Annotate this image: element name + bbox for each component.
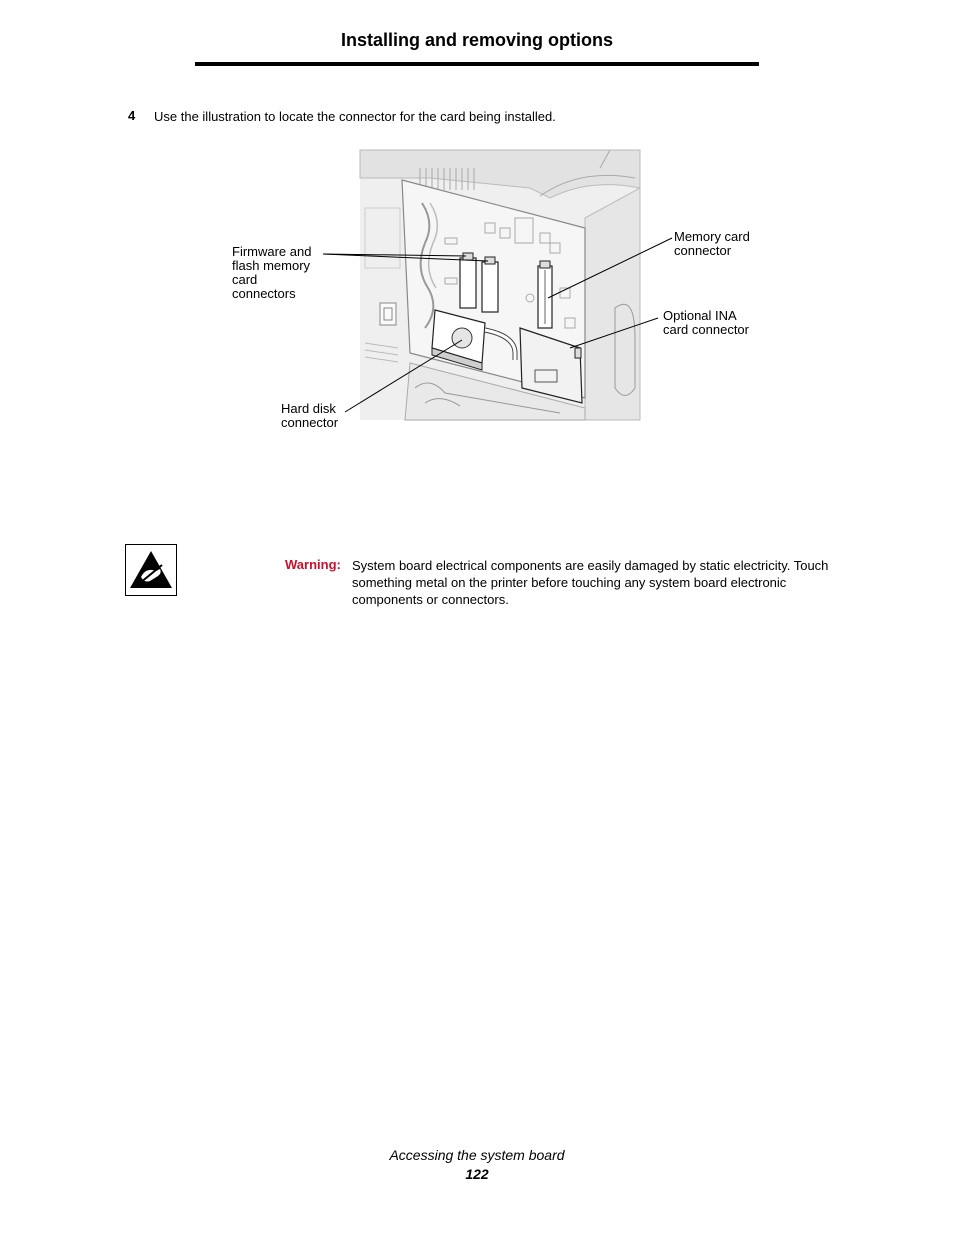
header-rule: [195, 62, 759, 66]
esd-warning-icon: [125, 544, 177, 596]
step-number: 4: [128, 108, 136, 123]
footer-page-number: 122: [465, 1166, 489, 1182]
step-text: Use the illustration to locate the connector for the card being installed.: [154, 109, 556, 124]
warning-text: System board electrical components are easily damaged by static electricity. Touch something metal on the printer before touching any system board electronic components or connectors.: [352, 558, 829, 607]
memory-card-connector: [538, 261, 552, 328]
system-board-illustration: [230, 148, 760, 438]
callout-memory: Memory card connector: [674, 229, 750, 258]
footer-section-title: Accessing the system board: [389, 1147, 565, 1163]
page-header-title: Installing and removing options: [340, 30, 613, 50]
warning-label: Warning:: [285, 557, 341, 572]
callout-ina: Optional INA card connector: [663, 308, 749, 337]
callout-harddisk: Hard disk connector: [281, 401, 339, 430]
callout-firmware: Firmware and flash memory card connectors: [232, 244, 312, 301]
